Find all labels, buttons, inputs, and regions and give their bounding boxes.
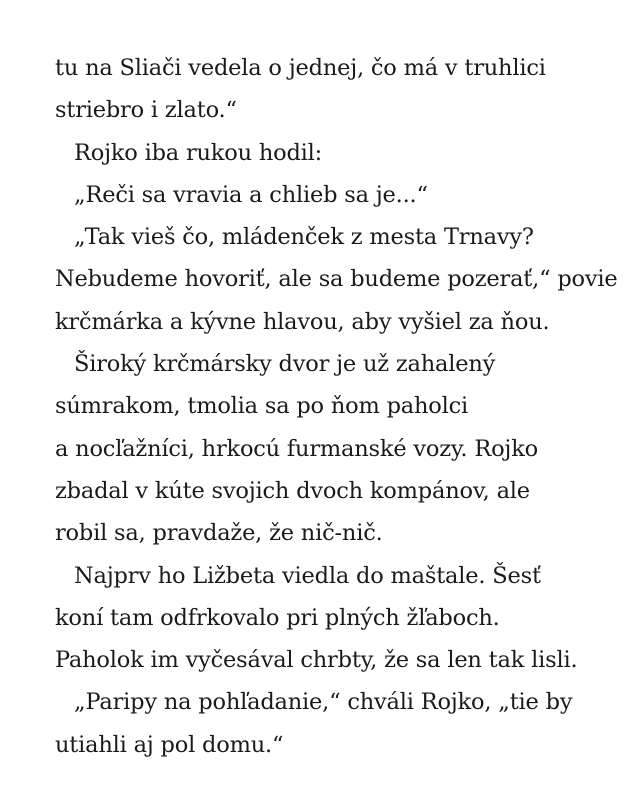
text-line: koní tam odfrkovalo pri plných žľaboch. (55, 604, 500, 631)
text-line: tu na Sliači vedela o jednej, čo má v truhlici (55, 55, 546, 81)
paragraph-start-line: Rojko iba rukou hodil: (74, 139, 323, 166)
text-line: robil sa, pravdaže, že nič-nič. (55, 520, 383, 547)
paragraph-start-line: Široký krčmársky dvor je už zahalený (74, 351, 496, 378)
text-line: a nocľažníci, hrkocú furmanské vozy. Rojko (55, 435, 538, 462)
text-line: zbadal v kúte svojich dvoch kompánov, ale (55, 477, 530, 504)
text-line: striebro i zlato.“ (55, 97, 237, 124)
paragraph-start-line: „Reči sa vravia a chlieb sa je...“ (74, 181, 428, 208)
text-line: utiahli aj pol domu.“ (55, 731, 284, 758)
paragraph-start-line: „Tak vieš čo, mládenček z mesta Trnavy? (74, 224, 534, 251)
book-page-text (55, 47, 618, 766)
paragraph-start-line: Najprv ho Ližbeta viedla do maštale. Šesť (74, 562, 541, 589)
text-line: krčmárka a kývne hlavou, aby vyšiel za ňou. (55, 308, 550, 335)
text-line: Paholok im vyčesával chrbty, že sa len tak lisli. (55, 647, 578, 674)
paragraph-start-line: „Paripy na pohľadanie,“ chváli Rojko, „tie by (74, 689, 573, 716)
text-line: Nebudeme hovoriť, ale sa budeme pozerať,“ povie (55, 266, 618, 293)
text-line: súmrakom, tmolia sa po ňom paholci (55, 393, 469, 420)
